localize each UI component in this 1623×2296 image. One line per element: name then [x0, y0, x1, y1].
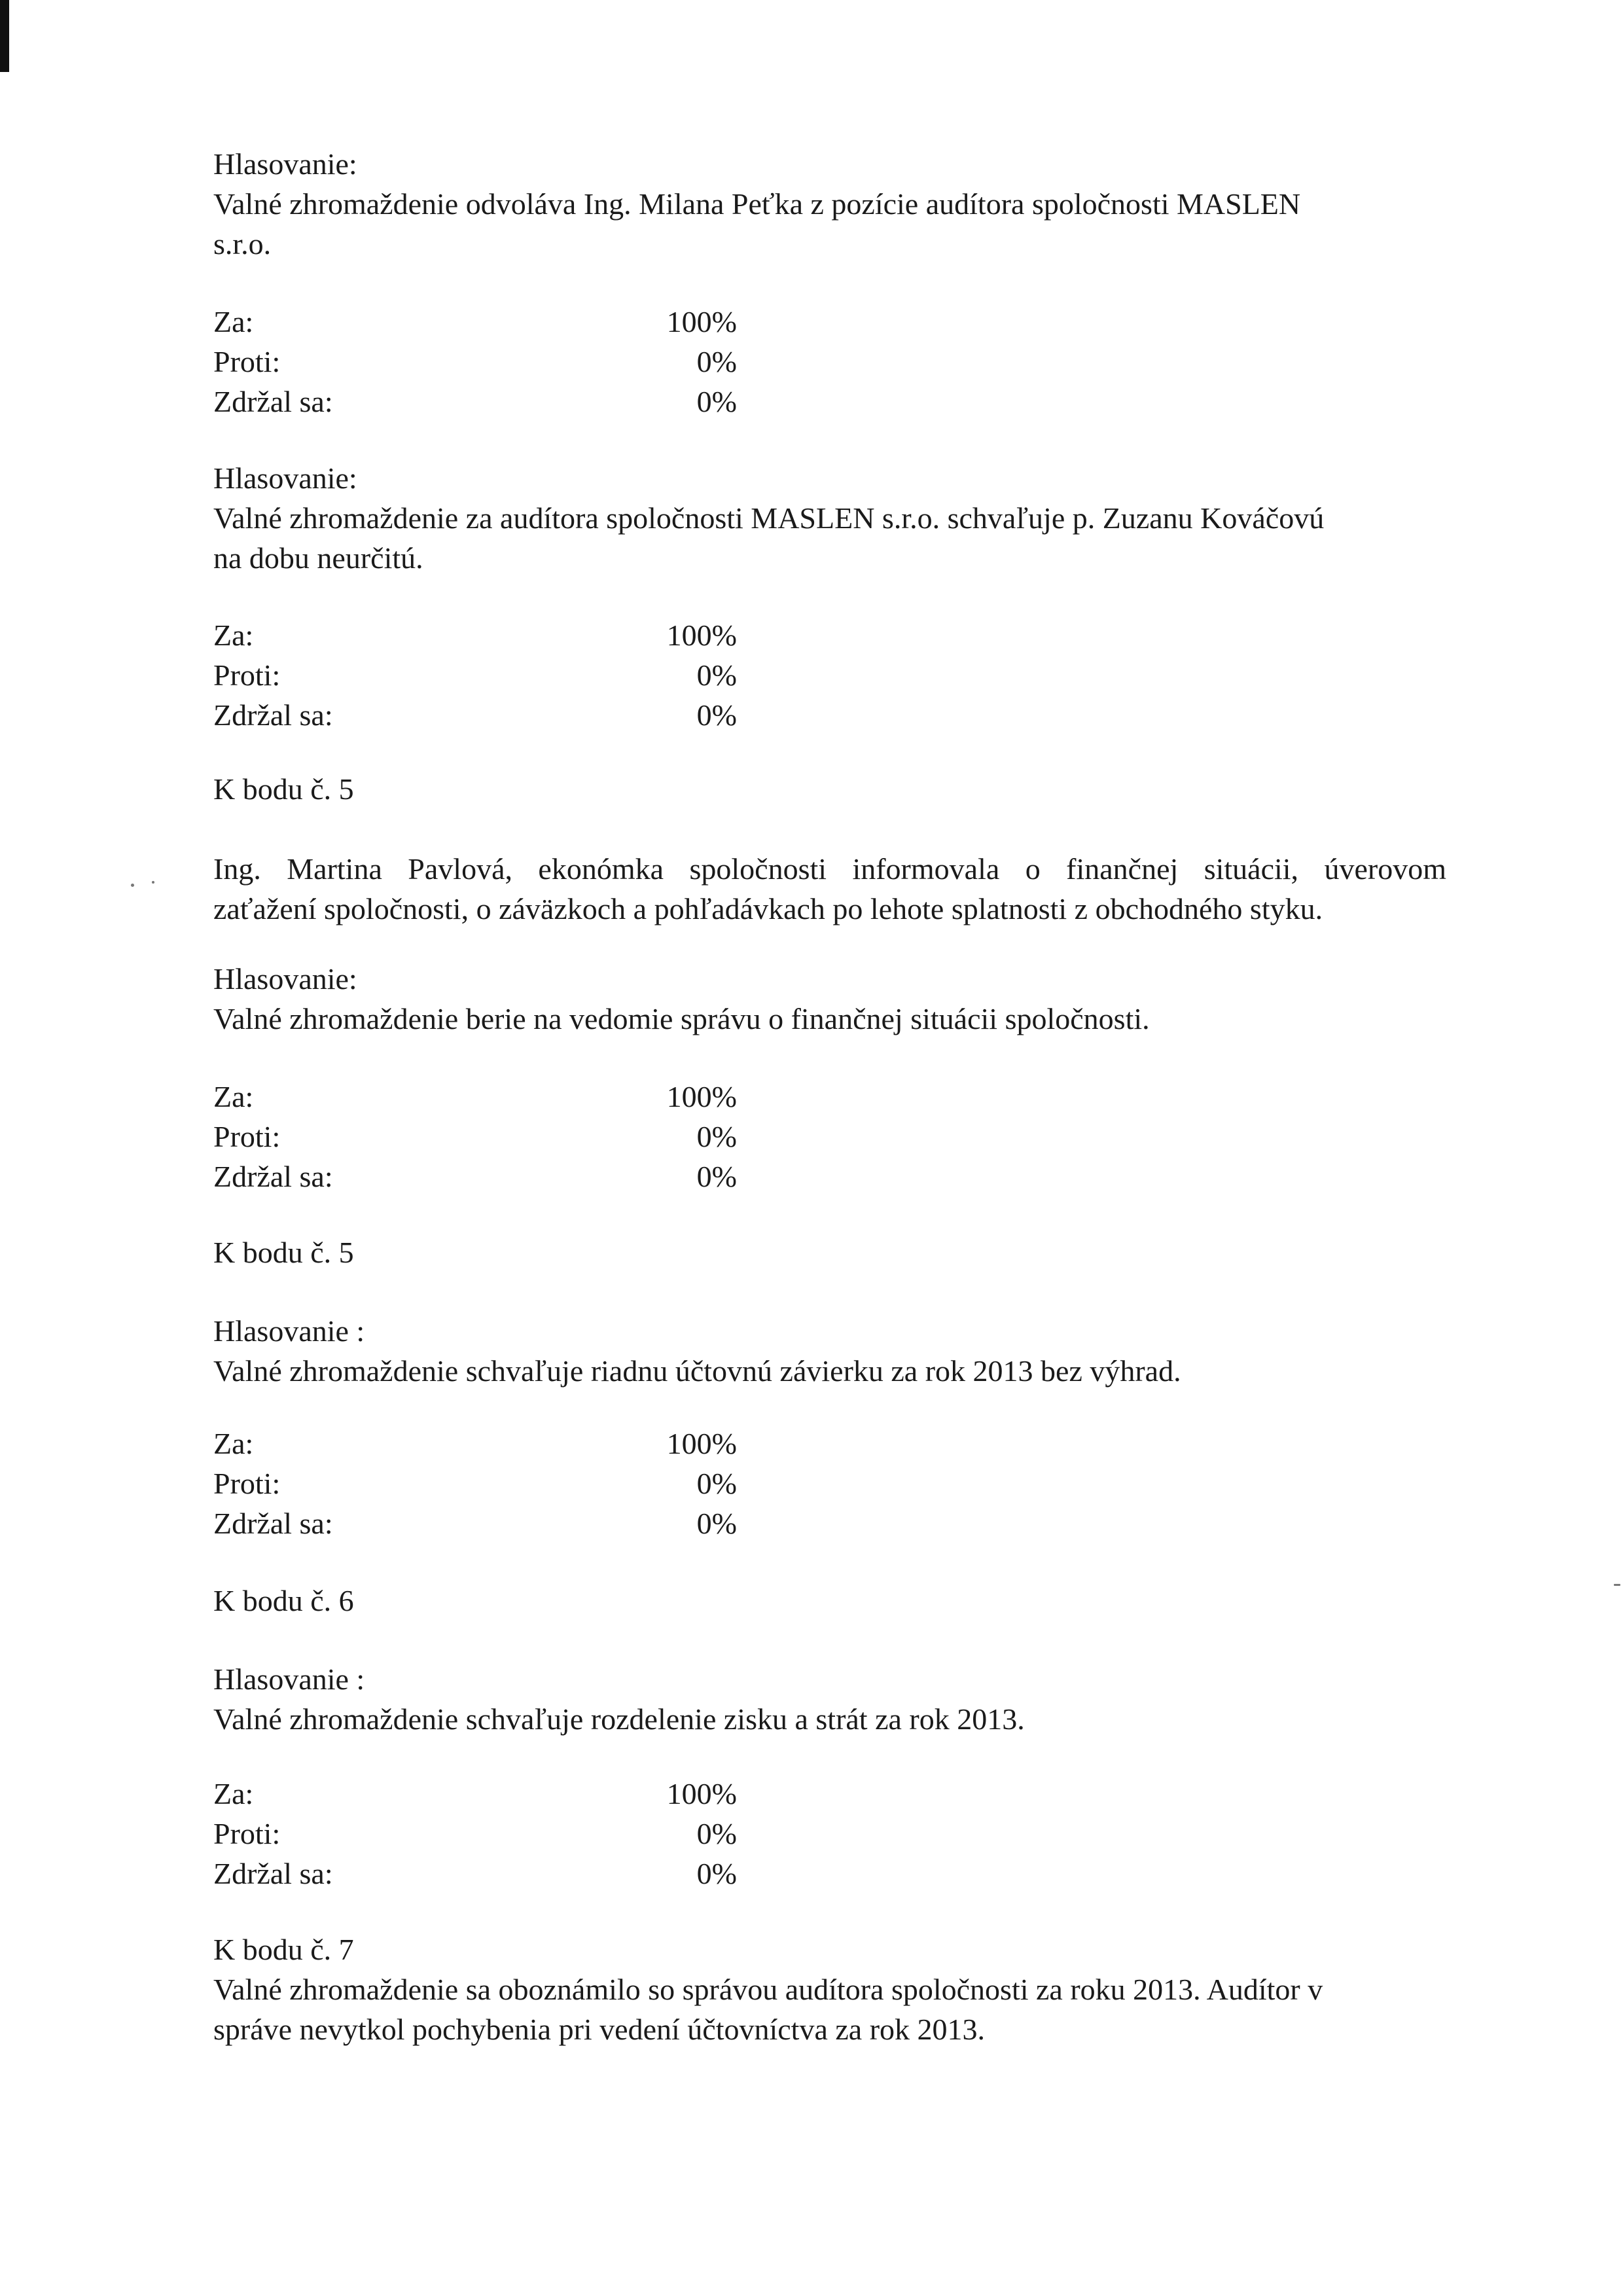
resolution-text: Valné zhromaždenie schvaľuje rozdelenie zisku a strát za rok 2013.: [213, 1702, 1025, 1736]
vote-value: 0%: [696, 1467, 737, 1500]
agenda-item-title: K bodu č. 7: [213, 1933, 354, 1966]
scan-speck: [152, 881, 154, 884]
vote-results-1: [213, 302, 737, 422]
vote-row-abstain: [213, 1503, 737, 1543]
vote-value: 100%: [666, 1427, 737, 1460]
vote-row-against: [213, 342, 737, 382]
section-heading: Hlasovanie :: [213, 1662, 365, 1696]
vote-label: Zdržal sa:: [213, 1507, 333, 1540]
vote-value: 0%: [696, 345, 737, 378]
vote-value: 0%: [696, 1160, 737, 1193]
vote-value: 0%: [696, 1817, 737, 1850]
vote-row-against: [213, 1463, 737, 1503]
resolution-text: Valné zhromaždenie sa oboznámilo so správou audítora spoločnosti za roku 2013. Audítor v: [213, 1973, 1323, 2006]
vote-row-for: [213, 302, 737, 342]
vote-results-4: [213, 1424, 737, 1543]
info-paragraph: [213, 849, 1446, 929]
vote-row-abstain: [213, 1854, 737, 1893]
item-title-5b: [213, 1232, 354, 1272]
scan-edge-mark: [0, 0, 9, 72]
vote-label: Zdržal sa:: [213, 1857, 333, 1890]
vote-label: Proti:: [213, 345, 281, 378]
vote-row-against: [213, 655, 737, 695]
vote-value: 0%: [696, 1857, 737, 1890]
vote-label: Za:: [213, 305, 254, 338]
vote-results-2: [213, 615, 737, 735]
section-heading: Hlasovanie:: [213, 962, 357, 996]
resolution-text: Valné zhromaždenie berie na vedomie správu o finančnej situácii spoločnosti.: [213, 1002, 1150, 1035]
resolution-text: správe nevytkol pochybenia pri vedení účtovníctva za rok 2013.: [213, 2013, 986, 2046]
vote-value: 100%: [666, 1080, 737, 1113]
section-heading: Hlasovanie :: [213, 1314, 365, 1348]
info-text: zaťažení spoločnosti, o záväzkoch a pohľadávkach po lehote splatnosti z obchodného styku.: [213, 892, 1323, 925]
vote-row-for: [213, 615, 737, 655]
vote-row-for: [213, 1774, 737, 1814]
info-text: Ing. Martina Pavlová, ekonómka spoločnosti informovala o finančnej situácii, úverovom: [213, 852, 1446, 886]
vote-section-5: [213, 1659, 1025, 1739]
vote-results-3: [213, 1077, 737, 1196]
vote-section-4: [213, 1311, 1181, 1391]
vote-value: 0%: [696, 698, 737, 732]
vote-row-for: [213, 1424, 737, 1463]
scan-speck: [131, 884, 134, 887]
vote-section-3: [213, 959, 1150, 1039]
vote-label: Za:: [213, 1427, 254, 1460]
vote-value: 0%: [696, 385, 737, 418]
vote-value: 100%: [666, 1777, 737, 1810]
vote-label: Proti:: [213, 658, 281, 692]
vote-row-for: [213, 1077, 737, 1117]
vote-section-2: [213, 458, 1324, 578]
vote-section-1: [213, 144, 1300, 264]
resolution-text: s.r.o.: [213, 227, 272, 260]
vote-label: Za:: [213, 1080, 254, 1113]
vote-results-5: [213, 1774, 737, 1893]
vote-label: Proti:: [213, 1817, 281, 1850]
vote-value: 0%: [696, 1120, 737, 1153]
agenda-item-title: K bodu č. 6: [213, 1584, 354, 1617]
resolution-text: Valné zhromaždenie schvaľuje riadnu účtovnú závierku za rok 2013 bez výhrad.: [213, 1354, 1181, 1388]
vote-value: 100%: [666, 619, 737, 652]
agenda-item-title: K bodu č. 5: [213, 772, 354, 806]
vote-label: Zdržal sa:: [213, 385, 333, 418]
vote-value: 0%: [696, 658, 737, 692]
vote-value: 100%: [666, 305, 737, 338]
vote-label: Za:: [213, 1777, 254, 1810]
scan-speck: [1614, 1584, 1620, 1586]
resolution-text: Valné zhromaždenie odvoláva Ing. Milana Peťka z pozície audítora spoločnosti MASLEN: [213, 187, 1301, 221]
item-title-5a: [213, 769, 354, 809]
resolution-text: na dobu neurčitú.: [213, 541, 423, 575]
vote-row-against: [213, 1117, 737, 1157]
item-title-6: [213, 1581, 354, 1621]
vote-value: 0%: [696, 1507, 737, 1540]
vote-label: Zdržal sa:: [213, 698, 333, 732]
vote-label: Za:: [213, 619, 254, 652]
vote-label: Proti:: [213, 1120, 281, 1153]
resolution-text: Valné zhromaždenie za audítora spoločnosti MASLEN s.r.o. schvaľuje p. Zuzanu Kováčovú: [213, 501, 1325, 535]
item-section-7: [213, 1929, 1323, 2049]
vote-row-abstain: [213, 695, 737, 735]
section-heading: Hlasovanie:: [213, 147, 357, 181]
vote-row-abstain: [213, 1157, 737, 1196]
vote-label: Zdržal sa:: [213, 1160, 333, 1193]
vote-row-against: [213, 1814, 737, 1854]
agenda-item-title: K bodu č. 5: [213, 1236, 354, 1269]
vote-label: Proti:: [213, 1467, 281, 1500]
vote-row-abstain: [213, 382, 737, 422]
section-heading: Hlasovanie:: [213, 461, 357, 495]
